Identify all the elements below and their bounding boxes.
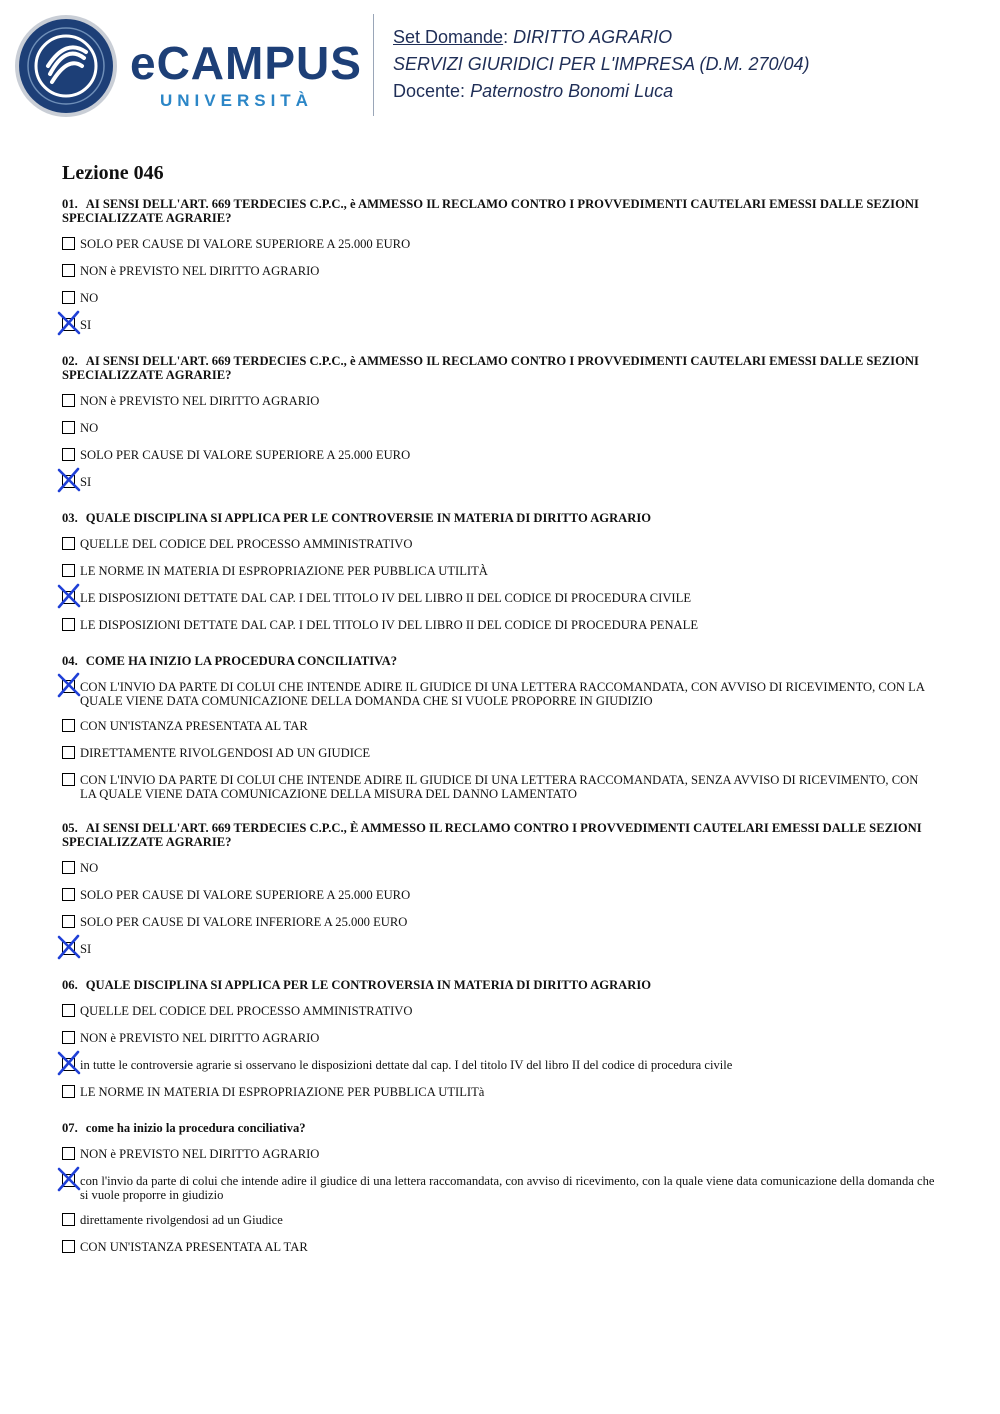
answer-option[interactable] (62, 564, 937, 580)
answer-option[interactable] (62, 942, 937, 958)
answer-option[interactable] (62, 291, 937, 307)
x-mark-icon (56, 934, 82, 960)
option-label: NON è PREVISTO NEL DIRITTO AGRARIO (80, 1147, 320, 1161)
logo-subtitle: UNIVERSITÀ (160, 91, 313, 110)
answer-option[interactable] (62, 1147, 937, 1163)
header-divider (373, 14, 374, 116)
option-label: DIRETTAMENTE RIVOLGENDOSI AD UN GIUDICE (80, 746, 371, 760)
set-label: Set Domande (393, 27, 504, 47)
answer-option[interactable] (62, 1058, 937, 1074)
answer-option[interactable] (62, 719, 937, 735)
question-text: COME HA INIZIO LA PROCEDURA CONCILIATIVA? (85, 654, 398, 668)
checkbox-icon[interactable] (62, 1031, 75, 1044)
answer-option[interactable] (62, 448, 937, 464)
answer-option[interactable] (62, 237, 937, 253)
option-label: LE NORME IN MATERIA DI ESPROPRIAZIONE PER PUBBLICA UTILITÀ (80, 564, 488, 578)
checkbox-icon[interactable] (62, 421, 75, 434)
checkbox-icon[interactable] (62, 291, 75, 304)
answer-option[interactable] (62, 618, 937, 634)
answer-option[interactable] (62, 680, 937, 708)
option-label: in tutte le controversie agrarie si osservano le disposizioni dettate dal cap. I del titolo IV del libro II del codice di procedura civile (80, 1058, 733, 1072)
set-value: DIRITTO AGRARIO (513, 27, 673, 47)
question-title (62, 1121, 937, 1135)
option-label: QUELLE DEL CODICE DEL PROCESSO AMMINISTRATIVO (80, 1004, 413, 1018)
option-label: direttamente rivolgendosi ad un Giudice (80, 1213, 283, 1227)
question-text: AI SENSI DELL'ART. 669 TERDECIES C.P.C., è AMMESSO IL RECLAMO CONTRO I PROVVEDIMENTI CAUTELARI EMESSI DALLE SEZIONI SPECIALIZZATE AGRARIE? (62, 197, 919, 225)
course-line: SERVIZI GIURIDICI PER L'IMPRESA (D.M. 270/04) (393, 54, 810, 74)
option-label: con l'invio da parte di colui che intende adire il giudice di una lettera raccomandata, con avviso di ricevimento, con la quale viene data comunicazione della domanda che si vuole proporre in giudizio (80, 1174, 935, 1202)
option-label: LE DISPOSIZIONI DETTATE DAL CAP. I DEL TITOLO IV DEL LIBRO II DEL CODICE DI PROCEDURA CIVILE (80, 591, 692, 605)
answer-option[interactable] (62, 1213, 937, 1229)
answer-option[interactable] (62, 318, 937, 334)
option-label: SOLO PER CAUSE DI VALORE INFERIORE A 25.000 EURO (80, 915, 408, 929)
header-info (393, 24, 810, 105)
option-label: SOLO PER CAUSE DI VALORE SUPERIORE A 25.000 EURO (80, 237, 411, 251)
checkbox-icon[interactable] (62, 915, 75, 928)
x-mark-icon (56, 467, 82, 493)
question-list (62, 197, 937, 1256)
question-block (62, 354, 937, 491)
question-block (62, 511, 937, 634)
checkbox-icon[interactable] (62, 564, 75, 577)
checkbox-icon[interactable] (62, 264, 75, 277)
answer-option[interactable] (62, 1240, 937, 1256)
option-label: CON L'INVIO DA PARTE DI COLUI CHE INTENDE ADIRE IL GIUDICE DI UNA LETTERA RACCOMANDATA, CON AVVISO DI RICEVIMENTO, CON LA QUALE VIENE DATA COMUNICAZIONE DELLA DOMANDA CHE SI VUOLE PROPORRE IN GIUDIZIO (80, 680, 925, 708)
option-label: NO (80, 291, 99, 305)
ecampus-seal-icon (14, 14, 118, 118)
answer-option[interactable] (62, 421, 937, 437)
checkbox-icon[interactable] (62, 537, 75, 550)
answer-option[interactable] (62, 1004, 937, 1020)
logo-wordmark: eCAMPUS (130, 37, 362, 89)
option-label: CON UN'ISTANZA PRESENTATA AL TAR (80, 1240, 308, 1254)
option-label: NON è PREVISTO NEL DIRITTO AGRARIO (80, 264, 320, 278)
answer-option[interactable] (62, 888, 937, 904)
option-label: SI (80, 942, 92, 956)
question-title (62, 654, 937, 668)
checkbox-icon[interactable] (62, 861, 75, 874)
question-block (62, 821, 937, 958)
x-mark-icon (56, 672, 82, 698)
question-number: 03. (62, 511, 78, 525)
question-text: QUALE DISCIPLINA SI APPLICA PER LE CONTROVERSIE IN MATERIA DI DIRITTO AGRARIO (85, 511, 652, 525)
option-label: LE DISPOSIZIONI DETTATE DAL CAP. I DEL TITOLO IV DEL LIBRO II DEL CODICE DI PROCEDURA PENALE (80, 618, 699, 632)
question-title (62, 197, 937, 225)
question-block (62, 1121, 937, 1256)
teacher-label: Docente: (393, 81, 466, 101)
checkbox-icon[interactable] (62, 448, 75, 461)
checkbox-icon[interactable] (62, 1004, 75, 1017)
option-label: QUELLE DEL CODICE DEL PROCESSO AMMINISTRATIVO (80, 537, 413, 551)
answer-option[interactable] (62, 394, 937, 410)
checkbox-icon[interactable] (62, 719, 75, 732)
question-number: 01. (62, 197, 78, 211)
answer-option[interactable] (62, 475, 937, 491)
option-label: LE NORME IN MATERIA DI ESPROPRIAZIONE PER PUBBLICA UTILITà (80, 1085, 485, 1099)
option-label: NON è PREVISTO NEL DIRITTO AGRARIO (80, 1031, 320, 1045)
answer-option[interactable] (62, 1174, 937, 1202)
checkbox-icon[interactable] (62, 1085, 75, 1098)
question-title (62, 354, 937, 382)
x-mark-icon (56, 583, 82, 609)
answer-option[interactable] (62, 1085, 937, 1101)
option-label: NON è PREVISTO NEL DIRITTO AGRARIO (80, 394, 320, 408)
header-set-line: Set Domande: DIRITTO AGRARIO (393, 27, 673, 47)
answer-option[interactable] (62, 746, 937, 762)
answer-option[interactable] (62, 264, 937, 280)
x-mark-icon (56, 1050, 82, 1076)
question-number: 06. (62, 978, 78, 992)
question-set (62, 162, 937, 1276)
option-label: SI (80, 475, 92, 489)
question-block (62, 197, 937, 334)
checkbox-icon[interactable] (62, 888, 75, 901)
answer-option[interactable] (62, 773, 937, 801)
checkbox-icon[interactable] (62, 394, 75, 407)
checkbox-icon[interactable] (62, 618, 75, 631)
option-label: CON UN'ISTANZA PRESENTATA AL TAR (80, 719, 308, 733)
x-mark-icon (56, 1166, 82, 1192)
page-header (0, 0, 1000, 130)
lesson-title: Lezione 046 (62, 162, 164, 184)
question-text: AI SENSI DELL'ART. 669 TERDECIES C.P.C., è AMMESSO IL RECLAMO CONTRO I PROVVEDIMENTI CAUTELARI EMESSI DALLE SEZIONI SPECIALIZZATE AGRARIE? (62, 354, 919, 382)
question-number: 02. (62, 354, 78, 368)
answer-option[interactable] (62, 915, 937, 931)
answer-option[interactable] (62, 861, 937, 877)
checkbox-icon[interactable] (62, 1240, 75, 1253)
question-text: QUALE DISCIPLINA SI APPLICA PER LE CONTROVERSIA IN MATERIA DI DIRITTO AGRARIO (85, 978, 652, 992)
x-mark-icon (56, 310, 82, 336)
answer-option[interactable] (62, 1031, 937, 1047)
question-number: 04. (62, 654, 78, 668)
option-label: SI (80, 318, 92, 332)
option-label: SOLO PER CAUSE DI VALORE SUPERIORE A 25.000 EURO (80, 448, 411, 462)
question-text: come ha inizio la procedura conciliativa? (85, 1121, 306, 1135)
question-title (62, 978, 937, 992)
checkbox-icon[interactable] (62, 746, 75, 759)
option-label: SOLO PER CAUSE DI VALORE SUPERIORE A 25.000 EURO (80, 888, 411, 902)
checkbox-icon[interactable] (62, 237, 75, 250)
question-title (62, 511, 937, 525)
teacher-line (393, 78, 810, 105)
question-title (62, 821, 937, 849)
option-label: NO (80, 861, 99, 875)
question-text: AI SENSI DELL'ART. 669 TERDECIES C.P.C., È AMMESSO IL RECLAMO CONTRO I PROVVEDIMENTI CAUTELARI EMESSI DALLE SEZIONI SPECIALIZZATE AGRARIE? (62, 821, 922, 849)
answer-option[interactable] (62, 591, 937, 607)
question-number: 07. (62, 1121, 78, 1135)
checkbox-icon[interactable] (62, 1213, 75, 1226)
answer-option[interactable] (62, 537, 937, 553)
option-label: NO (80, 421, 99, 435)
option-label: CON L'INVIO DA PARTE DI COLUI CHE INTENDE ADIRE IL GIUDICE DI UNA LETTERA RACCOMANDATA, SENZA AVVISO DI RICEVIMENTO, CON LA QUALE VIENE DATA COMUNICAZIONE DELLA MISURA DEL DANNO LAMENTATO (80, 773, 919, 801)
question-block (62, 654, 937, 801)
question-block (62, 978, 937, 1101)
teacher-name: Paternostro Bonomi Luca (470, 81, 674, 101)
ecampus-logo (14, 14, 364, 118)
checkbox-icon[interactable] (62, 1147, 75, 1160)
question-number: 05. (62, 821, 78, 835)
checkbox-icon[interactable] (62, 773, 75, 786)
